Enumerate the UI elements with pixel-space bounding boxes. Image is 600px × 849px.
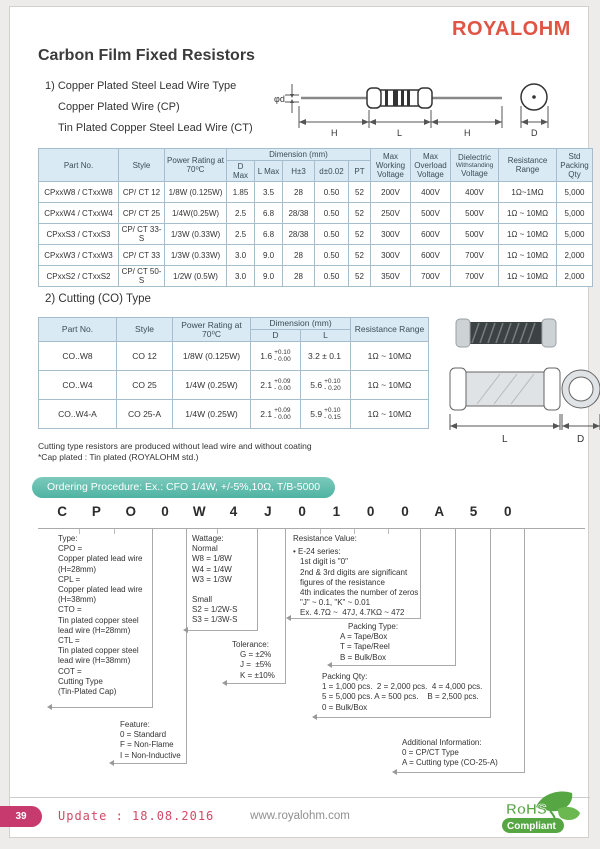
box-line: • E-24 series: [293,547,341,557]
cell: 3.0 [227,266,255,287]
tol-value: 3.2 ± 0.1 [307,351,342,361]
cell: CO 12 [117,342,173,371]
tol-plus: +0.10 [324,407,341,414]
box-line: Copper plated lead wire [58,554,143,564]
col-pt: PT [349,161,371,182]
box-line: A = Tape/Box [340,632,388,642]
cell [301,371,351,400]
cell: 28/38 [283,203,315,224]
box-line: (H=38mm) [58,595,97,605]
code-char: 0 [298,504,306,519]
box-line: (Tin-Plated Cap) [58,687,117,697]
box-line: Packing Qty: [322,672,368,681]
cell: CO..W8 [39,342,117,371]
ordering-box-feature [120,720,181,761]
cell: 28 [283,245,315,266]
box-line: Ex. 4.7Ω ~ 47J, 4.7KΩ ~ 472 [300,608,405,618]
col-l: L [301,330,351,342]
diagram-label-phi-d: φd [274,94,285,104]
box-line: "J" ~ 0.1, "K" ~ 0.01 [300,598,371,608]
page-title: Carbon Film Fixed Resistors [38,47,255,64]
cell: 2.5 [227,203,255,224]
cell: 1Ω ~ 10MΩ [499,245,557,266]
code-char: P [91,504,101,519]
ordering-box-tolerance [232,640,275,681]
code-char: 0 [366,504,375,519]
box-line: 0 = CP/CT Type [402,748,459,758]
connector-line [317,717,491,718]
cell: 0.50 [315,266,349,287]
box-line: Normal [192,544,218,554]
cell: 1Ω ~ 10MΩ [351,371,429,400]
col-dielectric [451,149,499,182]
table-row [39,224,593,245]
cell: 400V [411,182,451,203]
col-dielectric-l1: Dielectric [458,152,491,162]
ordering-code-row [45,504,525,519]
connector-arrow [286,615,291,621]
code-char: A [434,504,445,519]
rohs-compliant-logo [498,789,586,839]
box-line: W8 = 1/8W [192,554,232,564]
tol-plus: +0.09 [274,407,291,414]
cell: 1/8W (0.125W) [173,342,251,371]
cell: 1/3W (0.33W) [165,245,227,266]
col-d-tol: d±0.02 [315,161,349,182]
cell: 0.50 [315,245,349,266]
cell: 1/2W (0.5W) [165,266,227,287]
tol-value: 5.6 [310,380,323,390]
code-char: 5 [469,504,478,519]
box-line: Resistance Value: [293,534,357,543]
cell: 600V [411,245,451,266]
cell: CPxxW3 / CTxxW3 [39,245,119,266]
cell: CPxxW4 / CTxxW4 [39,203,119,224]
connector-line [52,707,153,708]
box-line [192,585,237,595]
box-line: (H=28mm) [58,564,97,574]
box-line: K = ±10% [240,670,275,680]
col-std-packing: Std Packing Qty [557,149,593,182]
box-line: A = Cutting type (CO-25-A) [402,758,498,768]
cell: 2,000 [557,245,593,266]
box-line: Wattage: [192,534,224,543]
cell: CO 25-A [117,400,173,429]
section1-heading [45,76,253,139]
box-line: CTO = [58,605,82,615]
cell [251,400,301,429]
table-row [39,342,429,371]
tol-minus: - 0.20 [324,385,341,392]
cell: 2.5 [227,224,255,245]
table-header-row [39,318,429,330]
box-line: CPO = [58,544,83,554]
cell: 500V [451,203,499,224]
cell: CP/ CT 12 [119,182,165,203]
cell: CP/ CT 33 [119,245,165,266]
cell: CO..W4 [39,371,117,400]
table-row [39,245,593,266]
cell: 52 [349,266,371,287]
col-max-overload: Max Overload Voltage [411,149,451,182]
code-char: W [192,504,206,519]
cell: 300V [371,224,411,245]
tol-value: 2.1 [260,409,273,419]
cell: CO 25 [117,371,173,400]
col-l-max: L Max [255,161,283,182]
col-style: Style [117,318,173,342]
diagram-label-h-right: H [464,128,471,138]
cell: 52 [349,203,371,224]
cell: 700V [411,266,451,287]
col-style: Style [119,149,165,182]
cp-ct-table [38,148,593,287]
cell: 0.50 [315,182,349,203]
tol-value: 1.6 [260,351,273,361]
cell: 9.0 [255,245,283,266]
cutting-table [38,317,429,429]
tol-plus: +0.10 [324,378,341,385]
cell: 5,000 [557,182,593,203]
cell: 1.85 [227,182,255,203]
cell: 1Ω ~ 10MΩ [351,400,429,429]
col-dielectric-l3: Voltage [461,168,488,178]
box-line: 5 = 5,000 pcs. A = 500 pcs. B = 2,500 pcs. [322,692,479,702]
box-line: W3 = 1/3W [192,574,232,584]
cell [301,342,351,371]
box-line: 4th indicates the number of zeros [300,588,419,598]
cutting-label-d: D [577,434,585,445]
cell: 0.50 [315,224,349,245]
connector-line [186,529,187,763]
code-char: 4 [229,504,238,519]
box-line: lead wire (H=28mm) [58,625,131,635]
box-line: Copper plated lead wire [58,585,143,595]
cell: 1/3W (0.33W) [165,224,227,245]
table-row [39,400,429,429]
ordering-procedure-banner: Ordering Procedure: Ex.: CFO 1/4W, +/-5%,10Ω, T/B-5000 [32,477,335,498]
ordering-box-resistance [293,534,418,619]
cell: 1/4W(0.25W) [165,203,227,224]
cell: CP/ CT 25 [119,203,165,224]
connector-line [455,529,456,665]
box-line: B = Bulk/Box [340,652,387,662]
connector-arrow [109,760,114,766]
box-line: CTL = [58,636,80,646]
box-line: W4 = 1/4W [192,564,232,574]
code-char: C [57,504,68,519]
cell: 1/8W (0.125W) [165,182,227,203]
box-line: S3 = 1/3W-S [192,615,238,625]
code-char: O [125,504,136,519]
box-line: CPL = [58,574,81,584]
connector-line [227,683,286,684]
cell: 1Ω ~ 10MΩ [351,342,429,371]
box-line: 0 = Bulk/Box [322,702,368,712]
cell: 6.8 [255,224,283,245]
cell: 6.8 [255,203,283,224]
tol-value: 2.1 [260,380,273,390]
box-line: T = Tape/Reel [340,642,390,652]
cell: 1Ω ~ 10MΩ [499,266,557,287]
table-row [39,266,593,287]
tol-minus: - 0.15 [324,414,341,421]
connector-arrow [327,662,332,668]
cell: 28 [283,182,315,203]
cell: 200V [371,182,411,203]
col-power: Power Rating at 70⁰C [165,149,227,182]
brand-logo: ROYALOHM [452,18,571,40]
connector-line [524,529,525,772]
box-line: 1st digit is "0" [300,557,348,567]
ordering-box-packing-type [340,622,398,663]
cell: 52 [349,245,371,266]
box-line: Tin plated copper steel [58,646,139,656]
box-line: Type: [58,534,78,543]
cell: 5,000 [557,203,593,224]
cell: 3.5 [255,182,283,203]
tol-plus: +0.10 [274,349,291,356]
tol-minus: - 0.00 [274,356,291,363]
code-char: 0 [161,504,169,519]
connector-line [152,529,153,707]
col-dimension: Dimension (mm) [227,149,371,161]
resistor-dimension-diagram [272,76,597,144]
cell: CP/ CT 33-S [119,224,165,245]
box-line: 1 = 1,000 pcs. 2 = 2,000 pcs. 4 = 4,000 pcs. [322,682,483,692]
cell: 9.0 [255,266,283,287]
ordering-box-wattage [192,534,237,626]
cell: CPxxS3 / CTxxS3 [39,224,119,245]
cell [301,400,351,429]
connector-line [397,772,525,773]
col-resistance: Resistance Range [351,318,429,342]
box-line: Cutting Type [58,676,103,686]
connector-line [285,529,286,683]
connector-arrow [392,769,397,775]
cell: CO..W4-A [39,400,117,429]
cell: 0.50 [315,203,349,224]
table-row [39,371,429,400]
code-char: 1 [332,504,341,519]
box-line: COT = [58,666,82,676]
rohs-text: RoHS [506,801,547,818]
connector-arrow [47,704,52,710]
col-d-max: D Max [227,161,255,182]
cell: 1Ω ~ 10MΩ [499,224,557,245]
cell: 600V [411,224,451,245]
cell: 400V [451,182,499,203]
section1-line2: Copper Plated Wire (CP) [58,101,180,113]
ordering-box-type [58,534,143,697]
tol-value: 5.9 [310,409,323,419]
cell: 2,000 [557,266,593,287]
box-line: Tin plated copper steel [58,615,139,625]
section2-heading: 2) Cutting (CO) Type [45,293,151,305]
tol-plus: +0.09 [274,378,291,385]
website-url: www.royalohm.com [250,810,350,822]
cell: 500V [411,203,451,224]
connector-line [188,630,258,631]
box-line: Small [192,595,213,605]
table-header-row [39,149,593,161]
cutting-type-images [432,306,600,448]
code-char: J [264,504,272,519]
box-line: I = Non-Inductive [120,750,181,760]
connector-line [257,529,258,630]
diagram-label-h-left: H [331,128,338,138]
connector-line [332,665,456,666]
section1-line3: Tin Plated Copper Steel Lead Wire (CT) [58,122,253,134]
cell: 250V [371,203,411,224]
connector-line [490,529,491,717]
note-line2: *Cap plated : Tin plated (ROYALOHM std.) [38,452,199,462]
cell: 1Ω~1MΩ [499,182,557,203]
box-line: S2 = 1/2W-S [192,605,238,615]
cell [251,342,301,371]
box-line: G = ±2% [240,650,272,660]
box-line: Tolerance: [232,640,269,649]
connector-arrow [222,680,227,686]
section1-line1: 1) Copper Plated Steel Lead Wire Type [45,80,237,92]
table-row [39,203,593,224]
ordering-box-additional [402,738,498,769]
connector-arrow [183,627,188,633]
cell: CPxxS2 / CTxxS2 [39,266,119,287]
col-part-no: Part No. [39,149,119,182]
cell: 5,000 [557,224,593,245]
col-resistance: Resistance Range [499,149,557,182]
box-line: Feature: [120,720,150,729]
connector-line [420,529,421,618]
diagram-label-l: L [397,128,403,138]
ordering-box-packing-qty [322,672,482,713]
cell: 350V [371,266,411,287]
code-char: 0 [504,504,512,519]
page-number-badge: 39 [0,806,42,827]
compliant-text: Compliant [507,821,556,832]
cell: 1/4W (0.25W) [173,400,251,429]
cell: 300V [371,245,411,266]
col-dimension: Dimension (mm) [251,318,351,330]
table-row [39,182,593,203]
col-part-no: Part No. [39,318,117,342]
cell: 700V [451,266,499,287]
code-rule [38,528,585,529]
cell: 28/38 [283,224,315,245]
cell: 500V [451,224,499,245]
col-dielectric-l2: Withstanding [455,161,494,169]
col-max-working: Max Working Voltage [371,149,411,182]
connector-arrow [312,714,317,720]
diagram-label-d: D [531,128,538,138]
cell: 52 [349,224,371,245]
cell: 1Ω ~ 10MΩ [499,203,557,224]
tol-minus: - 0.00 [274,414,291,421]
cell: 1/4W (0.25W) [173,371,251,400]
cell: 700V [451,245,499,266]
update-date: Update : 18.08.2016 [58,809,215,823]
box-line: Packing Type: [348,622,399,631]
tol-minus: - 0.00 [274,385,291,392]
box-line: Additional Information: [402,738,482,747]
cell: 52 [349,182,371,203]
cell: 3.0 [227,245,255,266]
col-d: D [251,330,301,342]
code-char: 0 [401,504,409,519]
cell [251,371,301,400]
cutting-label-l: L [502,434,508,445]
cell: 28 [283,266,315,287]
cell: CP/ CT 50-S [119,266,165,287]
connector-line [114,763,187,764]
box-line: J = ±5% [240,660,272,670]
box-line: 2nd & 3rd digits are significant [300,567,408,577]
col-h: H±3 [283,161,315,182]
box-line: F = Non-Flame [120,740,174,750]
box-line: figures of the resistance [300,577,385,587]
box-line: lead wire (H=38mm) [58,656,131,666]
col-power: Power Rating at 70⁰C [173,318,251,342]
cell: CPxxW8 / CTxxW8 [39,182,119,203]
box-line: 0 = Standard [120,730,167,740]
cutting-notes [38,441,312,463]
note-line1: Cutting type resistors are produced without lead wire and without coating [38,441,312,451]
